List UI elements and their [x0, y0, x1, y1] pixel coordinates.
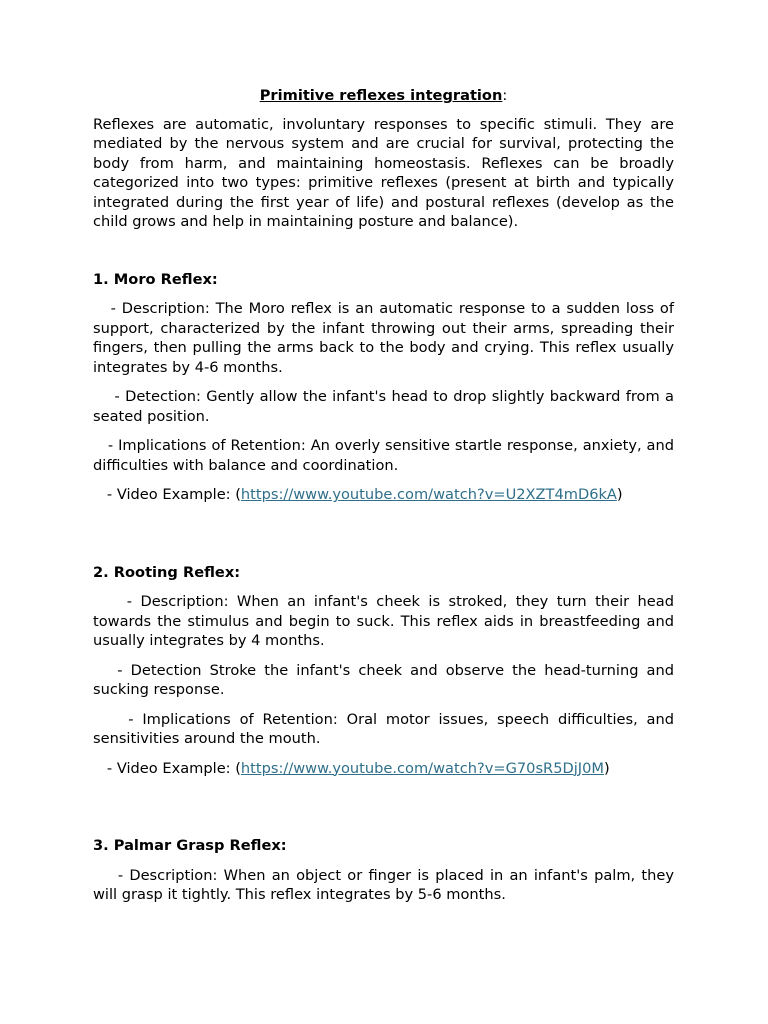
section-heading-rooting: 2. Rooting Reflex:: [93, 563, 241, 581]
spacer: [93, 788, 674, 836]
rooting-detection: - Detection Stroke the infant's cheek and observe the head-turning and sucking response.: [93, 661, 679, 698]
spacer: [93, 242, 674, 270]
rooting-video-prefix: - Video Example: (: [93, 759, 241, 777]
section-heading-moro: 1. Moro Reflex:: [93, 270, 218, 288]
intro-paragraph: Reflexes are automatic, involuntary responses to specific stimuli. They are mediated by the nervous system and are crucial for survival, protecting the body from harm, and maintaining homeostasis. Reflexes can be broadly categorized into two types: primitive reflexes (present at birth and typically integrated during the first year of life) and postural reflexes (develop as the child grows and help in maintaining posture and balance).: [93, 115, 674, 230]
document-title-suffix: :: [502, 87, 508, 104]
rooting-video-line: [93, 759, 674, 779]
document-title: [93, 86, 674, 106]
moro-detection: - Detection: Gently allow the infant's head to drop slightly backward from a seated position.: [93, 388, 679, 425]
moro-implications: - Implications of Retention: An overly sensitive startle response, anxiety, and difficulties with balance and coordination.: [93, 437, 679, 474]
document-title-text: Primitive reflexes integration: [259, 87, 503, 104]
rooting-video-link[interactable]: https://www.youtube.com/watch?v=G70sR5DjJ0M: [240, 759, 604, 777]
moro-video-line: [93, 485, 674, 505]
rooting-description: - Description: When an infant's cheek is stroked, they turn their head towards the stimulus and begin to suck. This reflex aids in breastfeeding and usually integrates by 4 months.: [93, 593, 679, 649]
palmar-description: - Description: When an object or finger is placed in an infant's palm, they will grasp it tightly. This reflex integrates by 5-6 months.: [93, 866, 679, 903]
moro-video-prefix: - Video Example: (: [93, 486, 241, 503]
rooting-implications: - Implications of Retention: Oral motor issues, speech difficulties, and sensitivities around the mouth.: [93, 710, 679, 747]
rooting-video-suffix: ): [603, 759, 610, 777]
moro-video-link[interactable]: https://www.youtube.com/watch?v=U2XZT4mD6kA: [240, 486, 617, 503]
document-page: [93, 86, 679, 915]
moro-video-suffix: ): [616, 486, 623, 503]
section-heading-palmar: 3. Palmar Grasp Reflex:: [93, 837, 287, 854]
moro-description: - Description: The Moro reflex is an automatic response to a sudden loss of support, characterized by the infant throwing out their arms, spreading their fingers, then pulling the arms back to the body and crying. This reflex usually integrates by 4-6 months.: [93, 300, 679, 376]
spacer: [93, 515, 674, 563]
